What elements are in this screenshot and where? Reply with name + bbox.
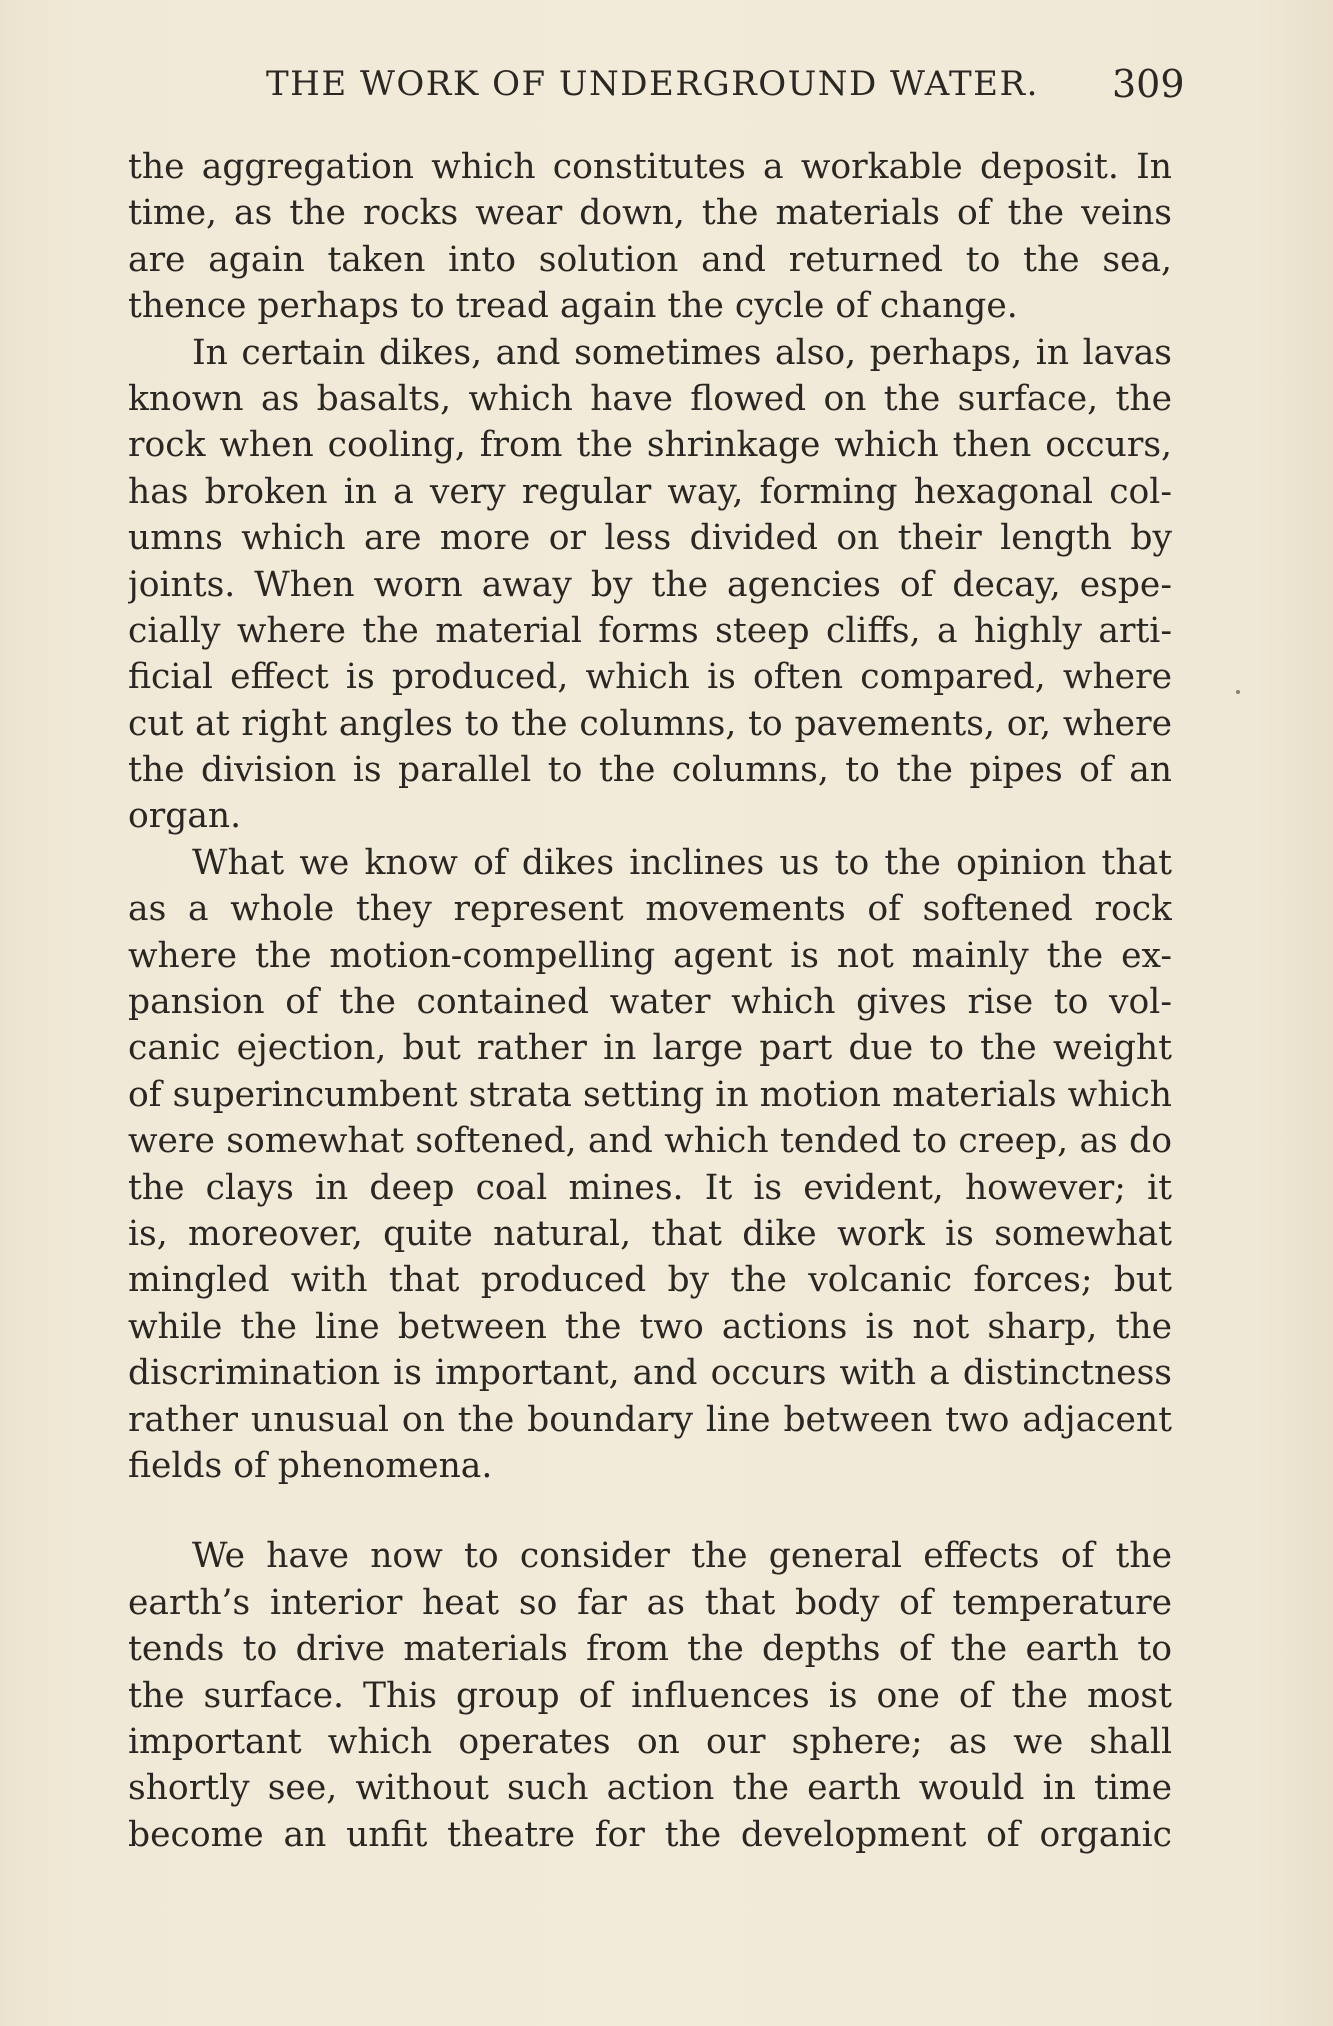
text-line: of superincumbent strata setting in motion materials which (128, 1074, 1172, 1115)
paragraph-1 (128, 144, 1172, 330)
page-number: 309 (1112, 62, 1185, 106)
text-line: umns which are more or less divided on their length by (128, 518, 1172, 559)
text-line: as a whole they represent movements of softened rock (128, 889, 1172, 930)
text-line: the aggregation which constitutes a workable deposit. In (128, 147, 1172, 187)
text-line: cut at right angles to the columns, to pavements, or, where (128, 703, 1172, 744)
text-line: the division is parallel to the columns, to the pipes of an (128, 750, 1172, 791)
text-line: pansion of the contained water which gives rise to vol- (128, 982, 1172, 1023)
text-line: the clays in deep coal mines. It is evident, however; it (128, 1167, 1172, 1208)
text-line: become an unfit theatre for the development of organic (128, 1814, 1172, 1855)
text-line: known as basalts, which have flowed on the surface, the (128, 378, 1172, 419)
text-line: cially where the material forms steep cliffs, a highly arti- (128, 610, 1172, 651)
text-line: is, moreover, quite natural, that dike work is somewhat (128, 1213, 1172, 1254)
text-line: are again taken into solution and returned to the sea, (128, 239, 1172, 280)
text-line: where the motion-compelling agent is not mainly the ex- (128, 935, 1172, 976)
text-line: canic ejection, but rather in large part due to the weight (128, 1028, 1172, 1069)
paragraph-3 (128, 840, 1172, 1489)
text-line: fields of phenomena. (128, 1445, 493, 1486)
section-break (128, 1489, 1172, 1533)
paragraph-2 (128, 330, 1172, 840)
text-line: earth’s interior heat so far as that body of temperature (128, 1582, 1172, 1623)
text-line: What we know of dikes inclines us to the opinion that (192, 842, 1172, 883)
text-line: time, as the rocks wear down, the materials of the veins (128, 193, 1172, 234)
text-line: while the line between the two actions is not sharp, the (128, 1306, 1172, 1347)
text-line: shortly see, without such action the earth would in time (128, 1768, 1172, 1809)
text-line: ficial effect is produced, which is often compared, where (128, 657, 1172, 698)
text-line: has broken in a very regular way, forming hexagonal col- (128, 471, 1172, 512)
text-line: were somewhat softened, and which tended to creep, as do (128, 1121, 1172, 1162)
text-line: mingled with that produced by the volcanic forces; but (128, 1260, 1172, 1301)
text-line: important which operates on our sphere; as we shall (128, 1721, 1172, 1762)
text-line: We have now to consider the general effects of the (192, 1536, 1172, 1577)
text-line: discrimination is important, and occurs with a distinctness (128, 1353, 1172, 1394)
body-text (128, 144, 1172, 1858)
paragraph-4 (128, 1533, 1172, 1858)
text-line: the surface. This group of influences is one of the most (128, 1675, 1172, 1716)
text-line: rather unusual on the boundary line between two adjacent (128, 1399, 1172, 1440)
paper-speck (1236, 690, 1240, 694)
text-line: rock when cooling, from the shrinkage which then occurs, (128, 425, 1172, 466)
text-line: thence perhaps to tread again the cycle of change. (128, 286, 1018, 327)
text-line: In certain dikes, and sometimes also, perhaps, in lavas (192, 332, 1172, 373)
running-head: THE WORK OF UNDERGROUND WATER. (266, 64, 1039, 104)
text-line: organ. (128, 796, 242, 837)
text-line: tends to drive materials from the depths of the earth to (128, 1629, 1172, 1670)
text-line: joints. When worn away by the agencies of decay, espe- (128, 564, 1172, 605)
